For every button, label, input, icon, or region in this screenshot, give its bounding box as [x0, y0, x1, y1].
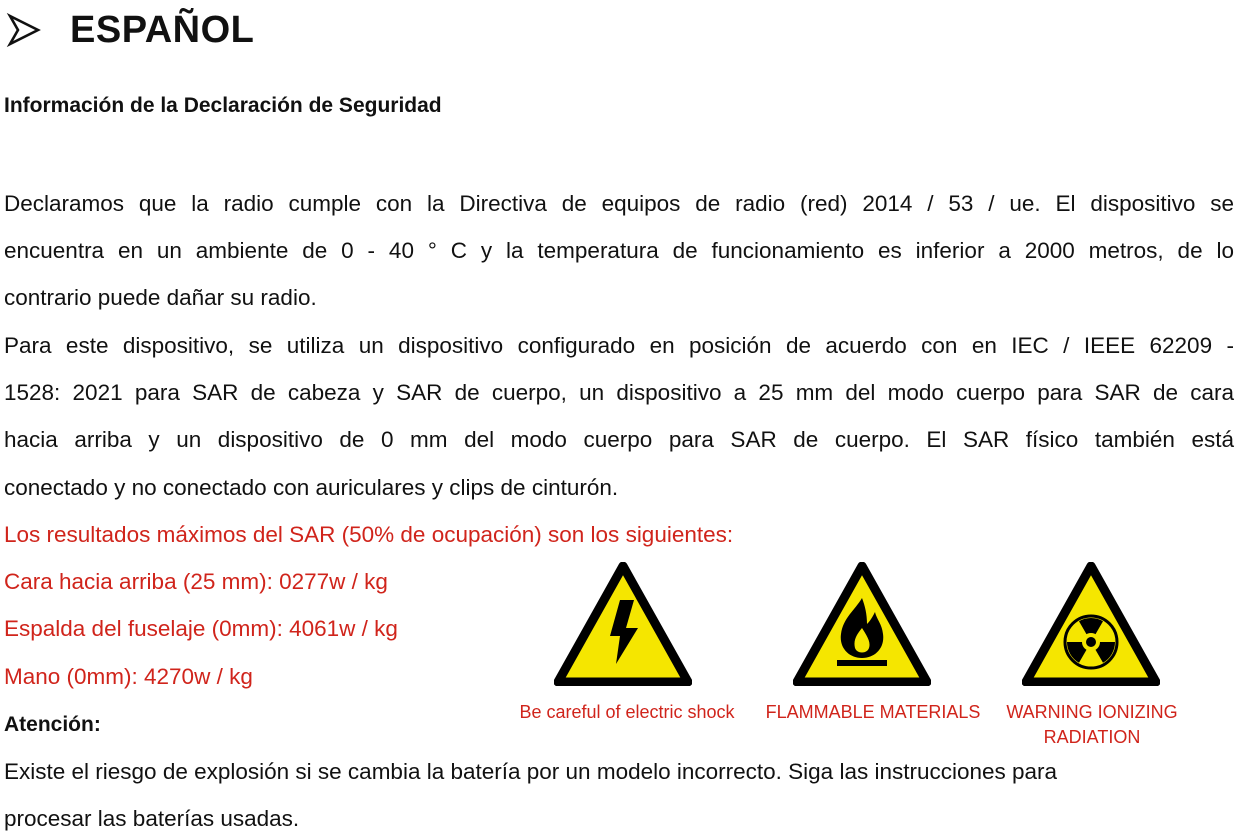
sar-face-up: Cara hacia arriba (25 mm): 0277w / kg: [4, 569, 388, 594]
electric-shock-icon: [554, 562, 692, 686]
flame-icon: [793, 562, 931, 686]
radiation-icon: [1022, 562, 1160, 686]
body-line: contrario puede dañar su radio.: [4, 285, 317, 310]
page-title: ESPAÑOL: [70, 8, 255, 51]
body-line: Para este dispositivo, se utiliza un dispositivo configurado en posición de acuerdo con en IEC / IEEE 62209 -: [4, 333, 1234, 358]
sar-results-intro: Los resultados máximos del SAR (50% de ocupación) son los siguientes:: [4, 522, 734, 547]
flammable-caption: FLAMMABLE MATERIALS: [765, 702, 981, 722]
body-line: conectado y no conectado con auriculares y clips de cinturón.: [4, 475, 619, 500]
body-line: encuentra en un ambiente de 0 - 40 ° C y la temperatura de funcionamiento es inferior a 2000 metros, de lo: [4, 238, 1234, 263]
body-line: Declaramos que la radio cumple con la Directiva de equipos de radio (red) 2014 / 53 / ue. El dispositivo se: [4, 191, 1234, 216]
radiation-caption-line: RADIATION: [1043, 727, 1141, 747]
attention-line: procesar las baterías usadas.: [4, 806, 300, 831]
page-heading: [6, 6, 254, 54]
electric-shock-caption: Be careful of electric shock: [519, 702, 735, 722]
section-subtitle: Información de la Declaración de Seguridad: [4, 94, 442, 117]
body-line: hacia arriba y un dispositivo de 0 mm del modo cuerpo para SAR de cuerpo. El SAR físico también está: [4, 427, 1234, 452]
sar-back: Espalda del fuselaje (0mm): 4061w / kg: [4, 616, 398, 641]
attention-label: Atención:: [4, 713, 101, 736]
radiation-caption-line: WARNING IONIZING: [1006, 702, 1178, 722]
body-line: 1528: 2021 para SAR de cabeza y SAR de cuerpo, un dispositivo a 25 mm del modo cuerpo para SAR de cara: [4, 380, 1234, 405]
sar-hand: Mano (0mm): 4270w / kg: [4, 664, 253, 689]
arrow-right-icon: [6, 12, 42, 48]
attention-line: Existe el riesgo de explosión si se cambia la batería por un modelo incorrecto. Siga las instrucciones para: [4, 759, 1058, 784]
radiation-caption: [992, 700, 1192, 750]
